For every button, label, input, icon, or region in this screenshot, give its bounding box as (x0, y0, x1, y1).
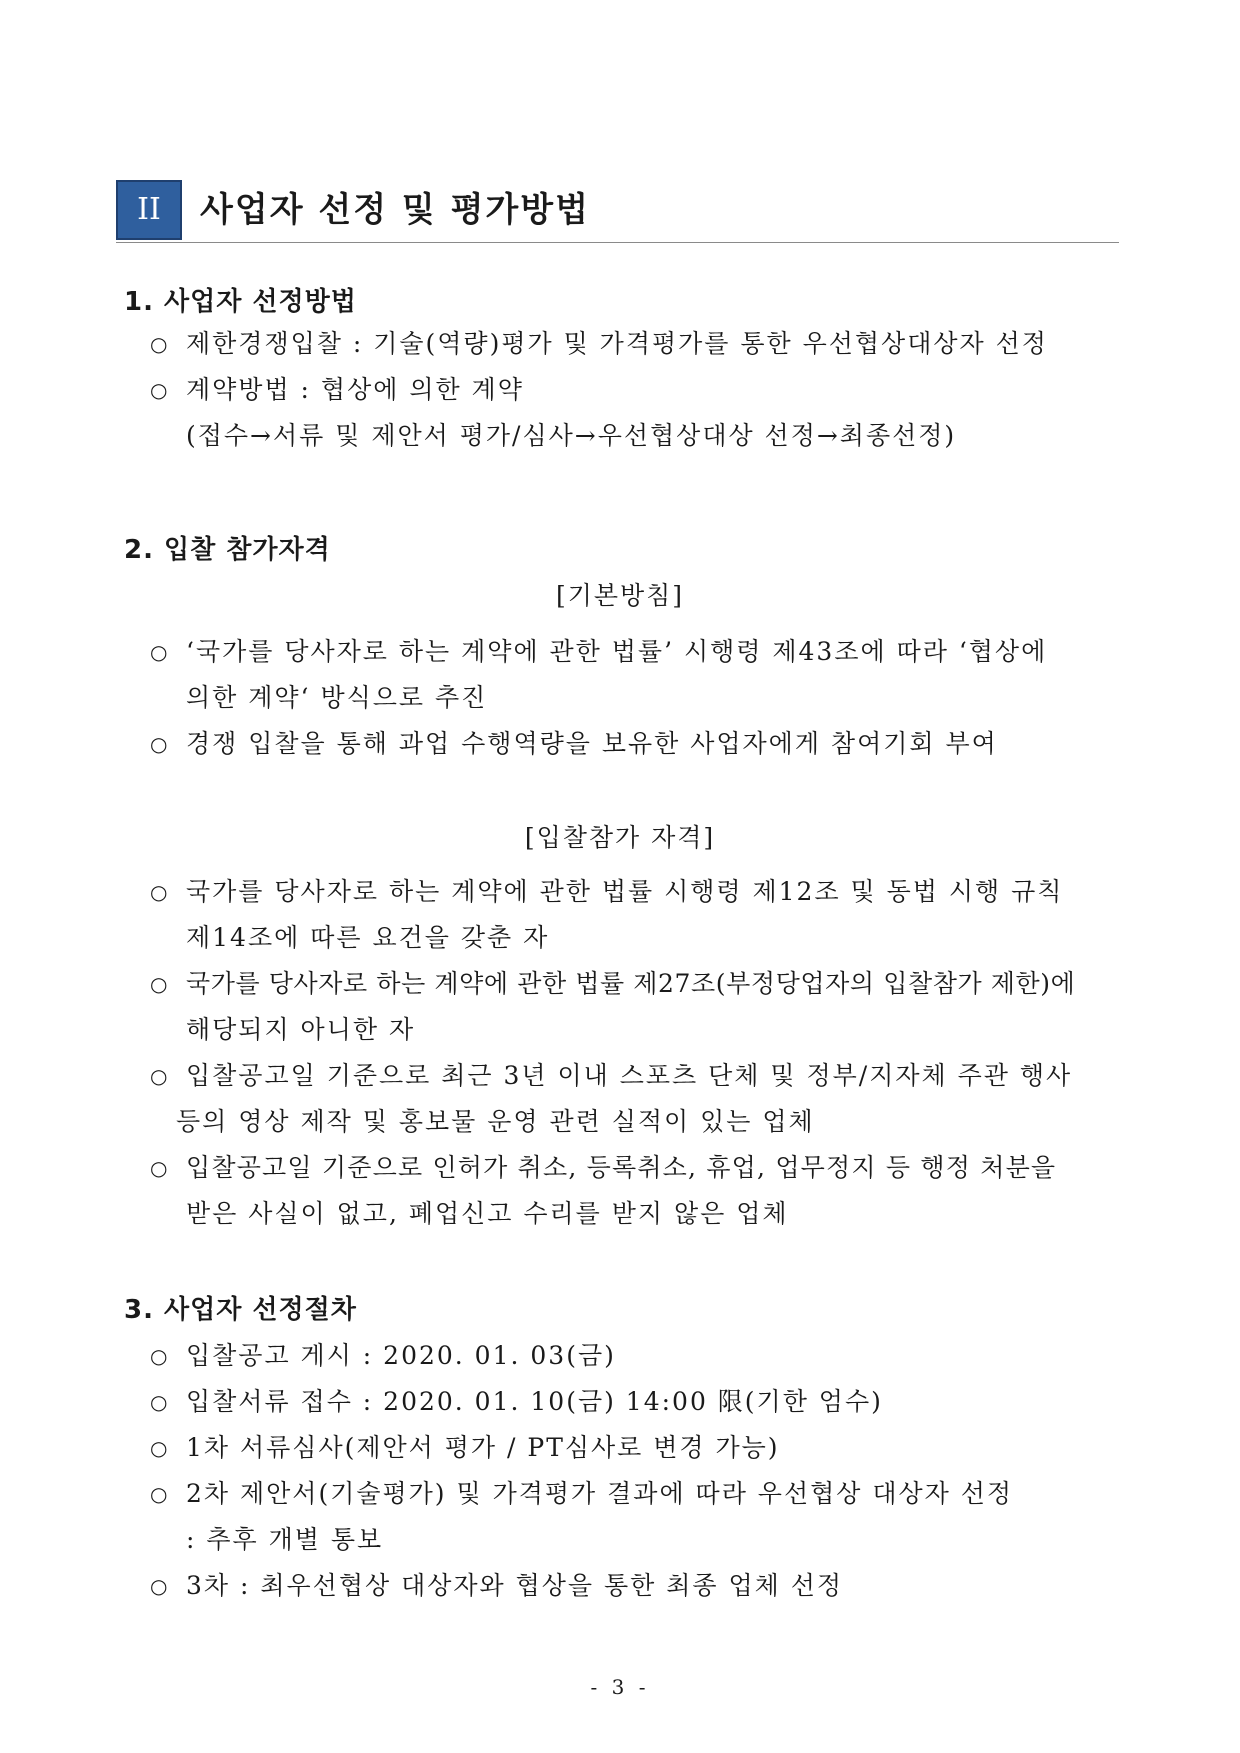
list-item-text: : 추후 개별 통보 (186, 1525, 384, 1554)
list-item-text: 받은 사실이 없고, 폐업신고 수리를 받지 않은 업체 (186, 1199, 789, 1228)
bullet-circle-icon: ○ (150, 1574, 170, 1598)
section-heading-1: 1. 사업자 선정방법 (124, 287, 357, 317)
list-item-text: 1차 서류심사(제안서 평가 / PT심사로 변경 가능) (186, 1433, 780, 1462)
page-number: - 3 - (590, 1675, 650, 1699)
list-item-text: 해당되지 아니한 자 (186, 1015, 416, 1044)
list-item-text: 제14조에 따른 요건을 갖춘 자 (186, 923, 550, 952)
list-item-text: 제한경쟁입찰 : 기술(역량)평가 및 가격평가를 통한 우선협상대상자 선정 (186, 329, 1048, 358)
bullet-circle-icon: ○ (150, 1436, 170, 1460)
bullet-circle-icon: ○ (150, 1344, 170, 1368)
bullet-circle-icon: ○ (150, 1390, 170, 1414)
bullet-circle-icon: ○ (150, 1482, 170, 1506)
list-item-text: 입찰공고일 기준으로 인허가 취소, 등록취소, 휴업, 업무정지 등 행정 처분을 (186, 1153, 1057, 1182)
list-item-text: 입찰공고일 기준으로 최근 3년 이내 스포츠 단체 및 정부/지자체 주관 행사 (186, 1061, 1073, 1090)
chapter-number-badge: II (116, 180, 182, 240)
list-item-text: 의한 계약‘ 방식으로 추진 (186, 683, 488, 712)
list-item-text: 계약방법 : 협상에 의한 계약 (186, 375, 524, 404)
bullet-circle-icon: ○ (150, 732, 170, 756)
bullet-circle-icon: ○ (150, 880, 170, 904)
bullet-circle-icon: ○ (150, 378, 170, 402)
list-item-text: 경쟁 입찰을 통해 과업 수행역량을 보유한 사업자에게 참여기회 부여 (186, 729, 998, 758)
subheading-qualification: [입찰참가 자격] (524, 823, 716, 852)
list-item-text: 3차 : 최우선협상 대상자와 협상을 통한 최종 업체 선정 (186, 1571, 844, 1600)
bullet-circle-icon: ○ (150, 640, 170, 664)
list-item-text: 국가를 당사자로 하는 계약에 관한 법률 시행령 제12조 및 동법 시행 규칙 (186, 877, 1064, 906)
list-item-text: 2차 제안서(기술평가) 및 가격평가 결과에 따라 우선협상 대상자 선정 (186, 1479, 1014, 1508)
list-item-text: 입찰공고 게시 : 2020. 01. 03(금) (186, 1341, 616, 1370)
bullet-circle-icon: ○ (150, 1064, 170, 1088)
chapter-title: 사업자 선정 및 평가방법 (200, 190, 590, 230)
section-heading-3: 3. 사업자 선정절차 (124, 1295, 357, 1325)
list-item-text: (접수→서류 및 제안서 평가/심사→우선협상대상 선정→최종선정) (186, 421, 957, 450)
section-heading-2: 2. 입찰 참가자격 (124, 535, 331, 565)
chapter-header (116, 180, 1119, 243)
list-item-text: ‘국가를 당사자로 하는 계약에 관한 법률’ 시행령 제43조에 따라 ‘협상에 (186, 637, 1048, 666)
subheading-basic-policy: [기본방침] (555, 581, 685, 610)
list-item-text: 입찰서류 접수 : 2020. 01. 10(금) 14:00 限(기한 엄수) (186, 1387, 883, 1416)
bullet-circle-icon: ○ (150, 972, 170, 996)
list-item-text: 국가를 당사자로 하는 계약에 관한 법률 제27조(부정당업자의 입찰참가 제한)에 (186, 969, 1076, 998)
list-item-text: 등의 영상 제작 및 홍보물 운영 관련 실적이 있는 업체 (176, 1107, 815, 1136)
bullet-circle-icon: ○ (150, 1156, 170, 1180)
bullet-circle-icon: ○ (150, 332, 170, 356)
